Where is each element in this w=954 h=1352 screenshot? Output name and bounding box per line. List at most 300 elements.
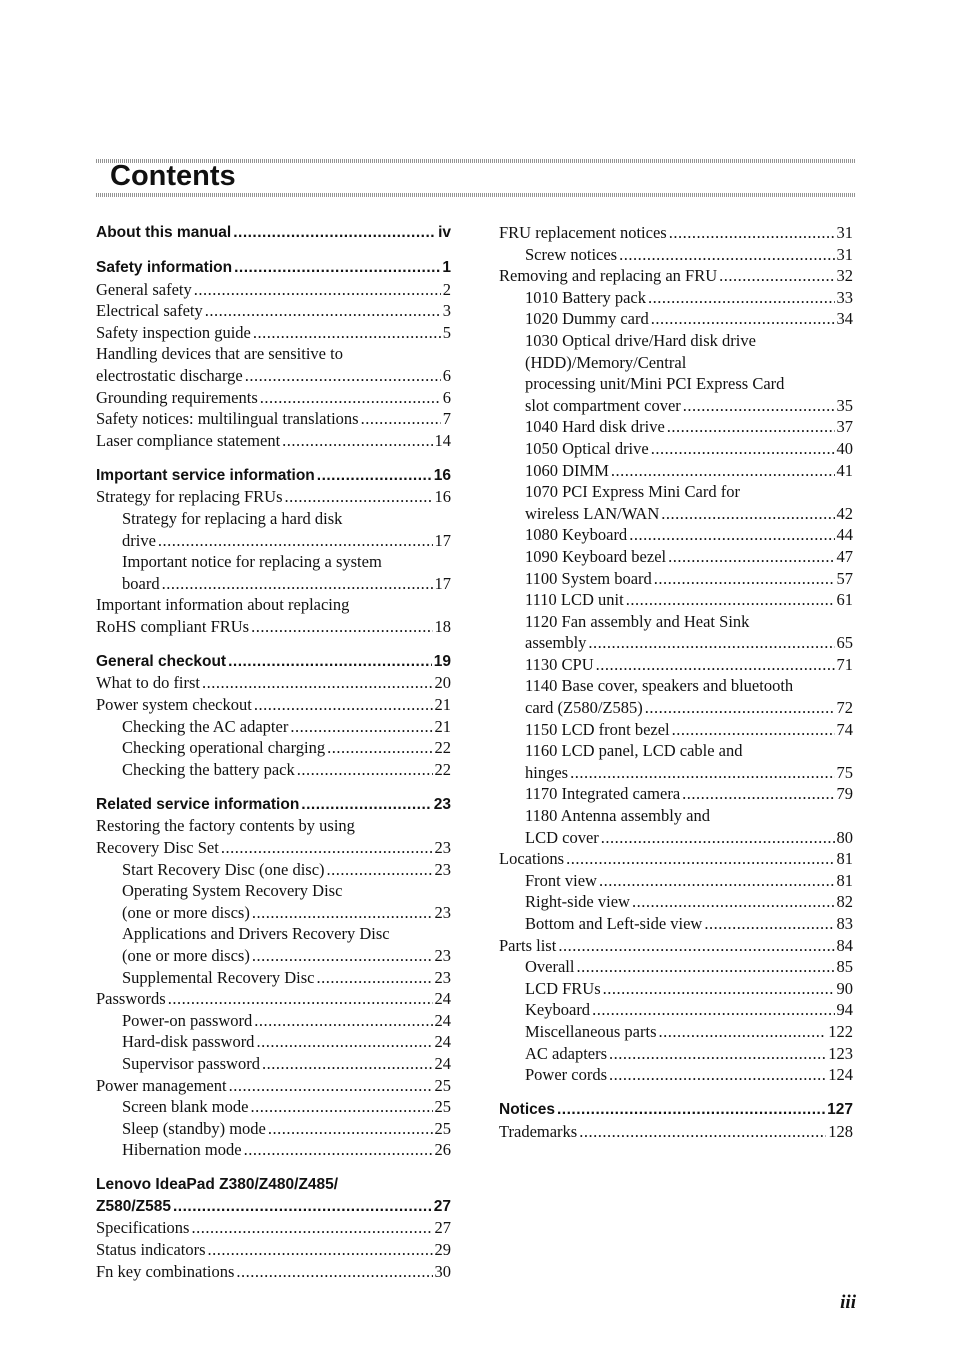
toc-page-number: iv [438, 224, 451, 241]
toc-page-number: 127 [827, 1101, 853, 1119]
toc-entry[interactable] [96, 279, 451, 301]
dot-leader [208, 1239, 433, 1261]
dot-leader [566, 848, 834, 870]
dot-leader [191, 1217, 432, 1239]
toc-page-number: 30 [434, 1261, 451, 1281]
toc-page-number: 17 [434, 530, 451, 550]
toc-page-number: 23 [434, 859, 451, 879]
toc-entry[interactable] [499, 675, 853, 718]
toc-page-number: 128 [828, 1121, 853, 1141]
toc-entry-title: Power cords [525, 1065, 608, 1085]
toc-page-number: 17 [434, 573, 451, 593]
toc-entry-title: What to do first [96, 673, 201, 693]
dot-leader [282, 430, 432, 452]
toc-page-number: 23 [434, 902, 451, 922]
toc-entry[interactable] [499, 481, 853, 524]
dot-leader [327, 737, 432, 759]
toc-entry-title: Strategy for replacing FRUs [96, 487, 283, 507]
toc-entry[interactable] [96, 672, 451, 694]
toc-entry-title: Front view [525, 870, 597, 890]
toc-entry-title: 1100 System board [525, 568, 652, 588]
dot-leader [317, 465, 432, 487]
toc-column-right [499, 222, 853, 1142]
toc-section-entry[interactable] [96, 465, 451, 487]
toc-entry-title: 1030 Optical drive/Hard disk drive [525, 330, 756, 350]
toc-page-number: 79 [836, 784, 853, 804]
dot-leader [719, 265, 834, 287]
toc-entry-title: slot compartment cover [525, 395, 681, 415]
toc-entry[interactable] [499, 611, 853, 654]
toc-entry[interactable] [499, 308, 853, 330]
dot-leader [609, 1043, 826, 1065]
toc-entry-title: About this manual [96, 224, 232, 241]
toc-entry-title: Handling devices that are sensitive to [96, 344, 343, 364]
toc-entry-title: Operating System Recovery Disc [122, 881, 343, 901]
toc-section-entry[interactable] [96, 1174, 451, 1217]
dot-leader [579, 1121, 826, 1143]
dot-leader [250, 1096, 432, 1118]
toc-entry[interactable] [96, 988, 451, 1010]
dot-leader [262, 1053, 433, 1075]
dot-leader [260, 387, 441, 409]
toc-page-number: 32 [836, 266, 853, 286]
dot-leader [672, 719, 835, 741]
toc-entry[interactable] [499, 546, 853, 568]
toc-entry[interactable] [96, 387, 451, 409]
toc-page-number: 57 [836, 568, 853, 588]
toc-page-number: 31 [836, 244, 853, 264]
toc-page-number: 29 [434, 1240, 451, 1260]
toc-entry[interactable] [499, 783, 853, 805]
dot-leader [704, 913, 834, 935]
toc-entry-title: Power management [96, 1075, 227, 1095]
dot-leader [668, 546, 834, 568]
toc-entry[interactable] [96, 1031, 451, 1053]
toc-page-number: 21 [434, 716, 451, 736]
toc-entry-title: 1010 Battery pack [525, 287, 646, 307]
toc-page-number: 16 [433, 466, 451, 484]
toc-entry-title: 1020 Dummy card [525, 309, 649, 329]
dot-leader [236, 1261, 432, 1283]
toc-entry-title: card (Z580/Z585) [525, 698, 643, 718]
toc-page-number: 34 [836, 309, 853, 329]
toc-entry-title: 1080 Keyboard [525, 525, 628, 545]
toc-page-number: 37 [836, 417, 853, 437]
toc-entry-title: Screw notices [525, 244, 618, 264]
toc-page-number: 5 [442, 322, 451, 342]
dot-leader [162, 573, 433, 595]
toc-page-number: 65 [836, 633, 853, 653]
toc-page-number: 123 [828, 1043, 853, 1063]
toc-page-number: 82 [836, 892, 853, 912]
toc-entry-title: board [122, 573, 160, 593]
toc-page-number: 22 [434, 759, 451, 779]
toc-entry[interactable] [96, 759, 451, 781]
toc-entry-title: LCD cover [525, 827, 599, 847]
toc-page-number: 22 [434, 738, 451, 758]
dot-leader [252, 902, 433, 924]
toc-entry[interactable] [499, 1021, 853, 1043]
dot-leader [588, 632, 834, 654]
toc-page-number: 25 [434, 1118, 451, 1138]
toc-page-number: 75 [836, 762, 853, 782]
toc-page-number: 23 [433, 795, 451, 813]
toc-entry-title: Hibernation mode [122, 1140, 242, 1160]
toc-page-number: 14 [434, 430, 451, 450]
toc-page-number: 81 [836, 870, 853, 890]
dot-leader [316, 967, 432, 989]
toc-entry[interactable] [499, 1064, 853, 1086]
toc-entry[interactable] [499, 956, 853, 978]
toc-page-number: 27 [434, 1218, 451, 1238]
toc-entry[interactable] [96, 1118, 451, 1140]
toc-entry-title: Bottom and Left-side view [525, 914, 703, 933]
dot-leader [576, 956, 834, 978]
dot-leader [626, 589, 835, 611]
toc-entry-title: Locations [499, 849, 565, 869]
toc-entry-title: Z580/Z585 [96, 1197, 171, 1215]
toc-entry-title: General safety [96, 279, 192, 299]
toc-entry-title: Related service information [96, 795, 300, 813]
toc-entry-title: 1040 Hard disk drive [525, 417, 665, 437]
toc-entry[interactable] [96, 923, 451, 966]
dot-leader [557, 1099, 825, 1121]
dot-leader [301, 794, 431, 816]
toc-page-number: 124 [828, 1065, 853, 1085]
toc-entry-title: 1050 Optical drive [525, 438, 649, 458]
toc-entry-title: Checking operational charging [122, 738, 326, 758]
dot-leader [158, 530, 433, 552]
toc-entry[interactable] [499, 978, 853, 1000]
toc-entry-title: Notices [499, 1101, 555, 1119]
dot-leader [599, 870, 835, 892]
dot-leader [361, 408, 441, 430]
toc-entry-title: electrostatic discharge [96, 365, 243, 385]
toc-page-number: 19 [433, 652, 451, 670]
toc-entry[interactable] [499, 416, 853, 438]
toc-entry-title: Removing and replacing an FRU [499, 266, 718, 286]
toc-entry[interactable] [499, 935, 853, 957]
dot-leader [327, 859, 433, 881]
toc-entry[interactable] [499, 891, 853, 913]
dot-leader [245, 365, 441, 387]
toc-entry-title: drive [122, 530, 156, 550]
toc-page-number: 40 [836, 438, 853, 458]
toc-entry[interactable] [499, 222, 853, 244]
toc-page-number: 24 [434, 1053, 451, 1073]
toc-page-number: 61 [836, 590, 853, 610]
toc-entry[interactable] [499, 999, 853, 1021]
dot-leader [228, 651, 432, 673]
toc-page-number: 42 [836, 503, 853, 523]
toc-page-number: 47 [836, 546, 853, 566]
toc-page-number: 85 [836, 957, 853, 977]
toc-entry[interactable] [96, 815, 451, 858]
toc-entry[interactable] [499, 287, 853, 309]
toc-page-number: 25 [434, 1097, 451, 1117]
toc-page-number: 94 [836, 1000, 853, 1020]
toc-entry-title: 1130 CPU [525, 654, 594, 674]
toc-entry[interactable] [96, 1139, 451, 1161]
dot-leader [173, 1196, 432, 1218]
dot-leader [202, 672, 432, 694]
toc-entry-title: RoHS compliant FRUs [96, 616, 250, 636]
toc-entry[interactable] [96, 343, 451, 386]
toc-entry[interactable] [499, 719, 853, 741]
dot-leader [251, 616, 432, 638]
toc-section-entry[interactable] [96, 257, 451, 279]
toc-page-number: 27 [433, 1197, 451, 1215]
dot-leader [683, 395, 835, 417]
dot-leader [205, 300, 441, 322]
dot-leader [558, 935, 834, 957]
toc-page-number: 2 [442, 279, 451, 299]
toc-entry[interactable] [96, 880, 451, 923]
dot-leader [682, 783, 834, 805]
toc-page-number: 24 [434, 989, 451, 1009]
dot-leader [669, 222, 835, 244]
dot-leader [661, 503, 834, 525]
toc-page-number: 80 [836, 827, 853, 847]
toc-page-number: 31 [836, 223, 853, 242]
toc-entry-title: Fn key combinations [96, 1261, 235, 1281]
toc-entry-title: 1160 LCD panel, LCD cable and [525, 741, 743, 761]
toc-entry-title: Sleep (standby) mode [122, 1118, 266, 1138]
toc-entry[interactable] [499, 568, 853, 590]
toc-entry-title: 1070 PCI Express Mini Card for [525, 482, 740, 502]
dot-leader [194, 279, 441, 301]
toc-entry-title: (HDD)/Memory/Central [525, 352, 687, 372]
dot-leader [651, 308, 835, 330]
toc-page-number: 83 [836, 914, 853, 933]
toc-entry-title: Laser compliance statement [96, 430, 281, 450]
dot-leader [254, 1010, 432, 1032]
toc-entry-title: wireless LAN/WAN [525, 503, 660, 523]
toc-entry-title: Screen blank mode [122, 1097, 249, 1117]
toc-entry-title: Grounding requirements [96, 387, 258, 407]
toc-entry[interactable] [96, 1239, 451, 1261]
toc-entry-title: Restoring the factory contents by using [96, 816, 355, 836]
toc-entry-title: Important service information [96, 466, 315, 484]
toc-entry[interactable] [499, 805, 853, 848]
toc-page-number: 33 [836, 287, 853, 307]
dot-leader [645, 697, 835, 719]
toc-entry[interactable] [96, 1096, 451, 1118]
toc-section-entry[interactable] [499, 1099, 853, 1121]
toc-entry[interactable] [96, 594, 451, 637]
toc-entry[interactable] [499, 589, 853, 611]
toc-page-number: 3 [442, 301, 451, 321]
dot-leader [651, 438, 835, 460]
toc-page-number: 7 [442, 409, 451, 429]
toc-page-number: 24 [434, 1032, 451, 1052]
toc-entry[interactable] [96, 1261, 451, 1283]
toc-entry[interactable] [499, 438, 853, 460]
toc-entry[interactable] [96, 300, 451, 322]
toc-entry-title: 1060 DIMM [525, 460, 609, 480]
toc-entry[interactable] [96, 1075, 451, 1097]
toc-page-number: 18 [434, 616, 451, 636]
toc-entry-title: (one or more discs) [122, 945, 250, 965]
toc-page-number: 72 [836, 698, 853, 718]
toc-entry-title: Specifications [96, 1218, 190, 1238]
dot-leader [592, 999, 834, 1021]
toc-page-number: 26 [434, 1140, 451, 1160]
toc-entry-title: Lenovo IdeaPad Z380/Z480/Z485/ [96, 1176, 339, 1194]
toc-entry-title: Right-side view [525, 892, 630, 912]
toc-entry-title: Recovery Disc Set [96, 838, 219, 857]
toc-entry-title: Checking the battery pack [122, 759, 295, 779]
toc-entry-title: 1180 Antenna assembly and [525, 806, 710, 826]
toc-page-number: 71 [836, 654, 853, 674]
toc-entry[interactable] [499, 460, 853, 482]
toc-entry-title: Checking the AC adapter [122, 716, 289, 736]
toc-entry-title: Start Recovery Disc (one disc) [122, 859, 325, 879]
toc-entry-title: Safety inspection guide [96, 322, 251, 342]
toc-page-number: 16 [434, 487, 451, 507]
toc-entry-title: Safety notices: multilingual translations [96, 409, 359, 429]
toc-entry[interactable] [96, 1010, 451, 1032]
dot-leader [229, 1075, 433, 1097]
dot-leader [221, 837, 433, 859]
dot-leader [297, 759, 433, 781]
toc-section-entry[interactable] [96, 222, 451, 244]
toc-entry-title: 1090 Keyboard bezel [525, 546, 667, 566]
toc-entry[interactable] [96, 716, 451, 738]
toc-section-entry[interactable] [96, 794, 451, 816]
toc-entry-title: LCD FRUs [525, 978, 601, 998]
toc-entry[interactable] [499, 524, 853, 546]
toc-entry-title: Power-on password [122, 1010, 253, 1030]
toc-page-number: 74 [836, 719, 853, 739]
toc-page-number: 23 [434, 967, 451, 987]
toc-entry-title: Important information about replacing [96, 595, 350, 615]
toc-entry-title: 1170 Integrated camera [525, 784, 681, 804]
dot-leader [256, 1031, 432, 1053]
toc-entry[interactable] [499, 244, 853, 266]
toc-entry-title: Supplemental Recovery Disc [122, 967, 315, 987]
toc-page-number: 23 [434, 838, 451, 857]
dot-leader [254, 694, 433, 716]
dot-leader [570, 762, 834, 784]
toc-page-number: 41 [836, 460, 853, 480]
toc-column-left [96, 222, 451, 1282]
toc-entry-title: assembly [525, 633, 587, 653]
toc-entry-title: Strategy for replacing a hard disk [122, 508, 343, 528]
toc-entry[interactable] [96, 508, 451, 551]
toc-entry[interactable] [96, 967, 451, 989]
toc-entry-title: Overall [525, 957, 575, 977]
toc-entry[interactable] [499, 740, 853, 783]
toc-entry-title: General checkout [96, 652, 227, 670]
toc-section-entry[interactable] [96, 651, 451, 673]
toc-entry-title: Power system checkout [96, 695, 252, 715]
toc-entry[interactable] [499, 913, 853, 935]
toc-entry-title: processing unit/Mini PCI Express Card [525, 374, 785, 394]
dot-leader [253, 322, 441, 344]
dot-leader [603, 978, 835, 1000]
toc-entry[interactable] [96, 737, 451, 759]
toc-entry[interactable] [499, 870, 853, 892]
toc-page-number: 6 [442, 387, 451, 407]
toc-page-number: 21 [434, 695, 451, 715]
toc-page-number: 6 [442, 365, 451, 385]
toc-entry[interactable] [96, 430, 451, 452]
toc-entry[interactable] [499, 330, 853, 416]
toc-page-number: 23 [434, 945, 451, 965]
dot-leader [659, 1021, 827, 1043]
dot-leader [596, 654, 835, 676]
dot-leader [168, 988, 433, 1010]
toc-entry-title: Safety information [96, 258, 233, 276]
toc-entry[interactable] [499, 654, 853, 676]
toc-entry-title: 1120 Fan assembly and Heat Sink [525, 611, 750, 631]
dot-leader [285, 486, 433, 508]
toc-entry[interactable] [96, 551, 451, 594]
toc-entry[interactable] [96, 859, 451, 881]
toc-entry-title: Important notice for replacing a system [122, 552, 382, 572]
toc-entry[interactable] [96, 694, 451, 716]
toc-entry[interactable] [499, 1121, 853, 1143]
dot-leader [632, 891, 835, 913]
toc-entry-title: Supervisor password [122, 1053, 260, 1073]
toc-entry[interactable] [96, 1217, 451, 1239]
toc-entry-title: 1140 Base cover, speakers and bluetooth [525, 676, 794, 696]
toc-entry[interactable] [499, 265, 853, 287]
toc-entry-title: Keyboard [525, 1000, 591, 1020]
toc-entry-title: Miscellaneous parts [525, 1021, 657, 1041]
toc-entry-title: Trademarks [499, 1121, 578, 1141]
toc-entry-title: Status indicators [96, 1240, 206, 1260]
toc-entry[interactable] [96, 1053, 451, 1075]
dot-leader [611, 460, 835, 482]
toc-page-number: 44 [836, 525, 853, 545]
toc-entry[interactable] [499, 1043, 853, 1065]
toc-entry-title: 1110 LCD unit [525, 590, 624, 610]
toc-entry-title: Hard-disk password [122, 1032, 255, 1052]
dot-leader [290, 716, 432, 738]
page-title: Contents [110, 160, 236, 192]
toc-entry-title: Electrical safety [96, 301, 203, 321]
toc-page-number: 35 [836, 395, 853, 415]
header-rule-bottom [96, 193, 856, 197]
toc-entry[interactable] [96, 408, 451, 430]
toc-entry-title: FRU replacement notices [499, 223, 667, 242]
dot-leader [629, 524, 834, 546]
dot-leader [268, 1118, 433, 1140]
dot-leader [654, 568, 835, 590]
page-number: iii [840, 1292, 856, 1313]
dot-leader [619, 244, 834, 266]
toc-entry[interactable] [499, 848, 853, 870]
dot-leader [648, 287, 835, 309]
toc-entry-title: hinges [525, 762, 569, 782]
toc-entry-title: Applications and Drivers Recovery Disc [122, 924, 390, 944]
toc-entry[interactable] [96, 486, 451, 508]
toc-entry-title: Passwords [96, 989, 166, 1009]
toc-page-number: 20 [434, 673, 451, 693]
toc-page-number: 81 [836, 849, 853, 869]
toc-entry-title: Parts list [499, 935, 557, 955]
dot-leader [601, 827, 835, 849]
dot-leader [609, 1064, 826, 1086]
toc-entry[interactable] [96, 322, 451, 344]
toc-entry-title: (one or more discs) [122, 902, 250, 922]
dot-leader [244, 1139, 433, 1161]
toc-entry-title: AC adapters [525, 1043, 608, 1063]
toc-entry-title: 1150 LCD front bezel [525, 719, 670, 739]
toc-page-number: 90 [836, 978, 853, 998]
